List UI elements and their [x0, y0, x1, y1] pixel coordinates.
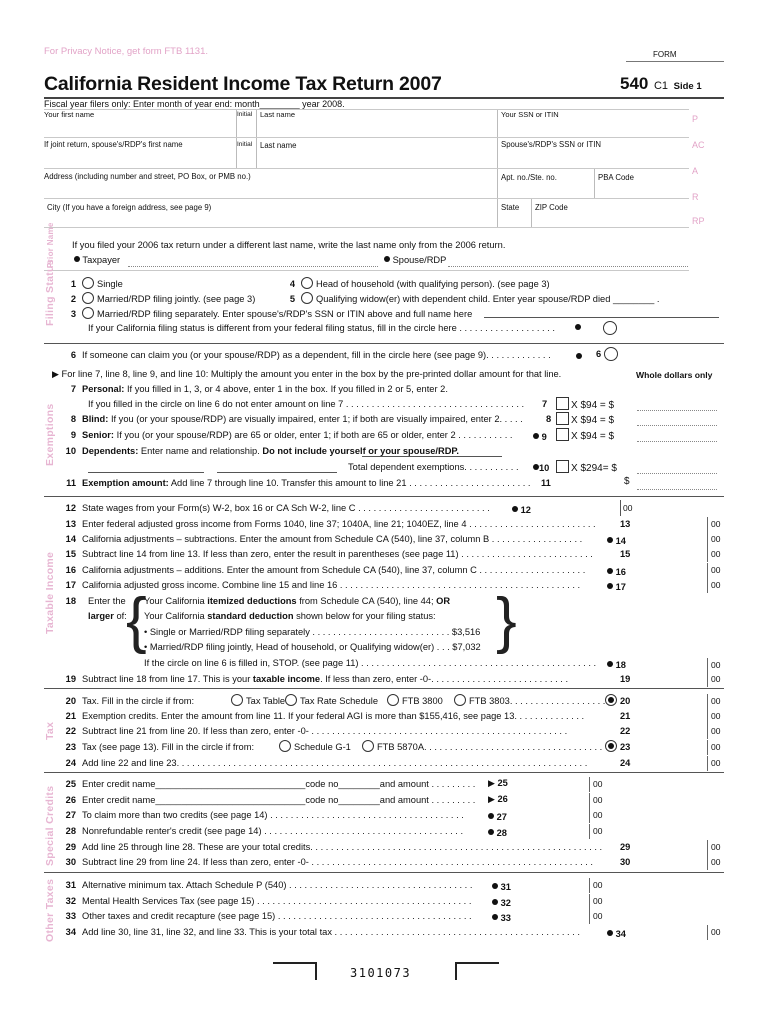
- line-12: 12 State wages from your Form(s) W-2, box 16 or CA Sch W-2, line C . . . . . . . . . . . . . . . . . . . . . . . . . .: [65, 503, 490, 513]
- state-label: State: [501, 203, 520, 212]
- g1-option[interactable]: Schedule G-1: [279, 740, 351, 752]
- line-15: 15 Subtract line 14 from line 13. If less than zero, enter the result in parentheses (see page 11) . . . . . . . . . . . . . . . . . . . . . . . . . .: [65, 549, 593, 559]
- credit-cents: 00: [593, 810, 603, 820]
- radio-circle-icon[interactable]: [604, 347, 618, 361]
- margin-code-rp: RP: [692, 216, 705, 226]
- line-11-text: Add line 7 through line 10. Transfer this amount to line 21 . . . . . . . . . . . . . . . . . . . . . . . .: [170, 478, 531, 488]
- total-dependent-text: Total dependent exemptions. . . . . . . . . . .: [348, 462, 519, 472]
- bullet-icon: [384, 256, 390, 262]
- bullet-icon: [74, 256, 80, 262]
- arrow-right-icon: ▶: [488, 794, 495, 804]
- credit-cents: 00: [593, 826, 603, 836]
- line-21: 21 Exemption credits. Enter the amount from line 11. If your federal AGI is more than $155,416, see page 13. . . . . . . . . . . . . .: [65, 711, 585, 721]
- line-17: 17 California adjusted gross income. Combine line 15 and line 16 . . . . . . . . . . . . . . . . . . . . . . . . . . . . . . . . . . . . . . . . . . . . . . .: [65, 580, 581, 590]
- radio-circle-icon[interactable]: [82, 292, 94, 304]
- taxpayer-label: Taxpayer: [82, 255, 121, 265]
- line-9-label: Senior:: [82, 430, 115, 440]
- cents-divider: [707, 709, 708, 724]
- cents-divider: [589, 808, 590, 823]
- line-cents: 00: [711, 711, 721, 721]
- radio-circle-icon[interactable]: [387, 694, 399, 706]
- line-8-box[interactable]: X $94 = $: [554, 412, 614, 426]
- line-8-text: If you (or your spouse/RDP) are visually impaired, enter 1; if both are visually impaired, enter 2. . . . .: [110, 414, 523, 424]
- line-28: 28 Nonrefundable renter's credit (see page 14) . . . . . . . . . . . . . . . . . . . . . . . . . . . . . . . . . . . . . . .: [65, 826, 464, 836]
- line-10-text: Enter name and relationship.: [140, 446, 260, 456]
- ftb5870a-option[interactable]: FTB 5870A. . . . . . . . . . . . . . . . . . . . . . . . . . . . . . . . . . .: [362, 740, 602, 752]
- line-33: 33 Other taxes and credit recapture (see page 15) . . . . . . . . . . . . . . . . . . . . . . . . . . . . . . . . . . . . . .: [65, 911, 472, 921]
- form-suffix: C1: [653, 80, 669, 92]
- spouse-full-name-field[interactable]: [484, 317, 719, 318]
- credit-cents: 00: [593, 896, 603, 906]
- corner-mark-left: [273, 962, 317, 980]
- line-11: 11 Exemption amount: Add line 7 through line 10. Transfer this amount to line 21 . . . . . . . . . . . . . . . . . . . . . . . .: [66, 478, 531, 488]
- margin-code-ac: AC: [692, 140, 705, 150]
- status-joint-label: Married/RDP filing jointly. (see page 3): [97, 294, 256, 304]
- taxable-income-side-label: Taxable Income: [44, 551, 56, 634]
- cents-divider: [707, 547, 708, 562]
- radio-circle-icon[interactable]: [279, 740, 291, 752]
- line-6-circle[interactable]: [604, 347, 621, 361]
- line-34: 34 Add line 30, line 31, line 32, and line 33. This is your total tax . . . . . . . . . . . . . . . . . . . . . . . . . . . . . . . . . . . . . . . . . . . . . . . .: [65, 927, 580, 937]
- line-20: 20 Tax. Fill in the circle if from:: [65, 696, 195, 706]
- line-cents: 00: [711, 534, 721, 544]
- tax-table-option[interactable]: Tax Table: [231, 694, 285, 706]
- line-18-stop: If the circle on line 6 is filled in, STOP. (see page 11) . . . . . . . . . . . . . . . . . . . . . . . . . . . . . . . . . . . . . . . . . . . . . .: [144, 658, 597, 668]
- line-6-num: 6: [596, 349, 602, 359]
- arrow-right-icon: ▶: [488, 778, 495, 788]
- bullet-icon: [607, 930, 613, 936]
- line-18-enter: Enter the: [88, 596, 126, 606]
- radio-circle-icon[interactable]: [231, 694, 243, 706]
- line-cents: 00: [711, 842, 721, 852]
- filled-circle-icon[interactable]: [605, 694, 617, 706]
- cents-divider: [707, 672, 708, 687]
- line-cents: 00: [711, 549, 721, 559]
- cents-divider: [707, 563, 708, 578]
- cents-divider: [589, 878, 590, 893]
- line-18-larger: larger of:: [88, 611, 127, 621]
- line-cents: 00: [711, 674, 721, 684]
- cents-divider: [707, 578, 708, 593]
- pba-code-label: PBA Code: [598, 173, 634, 182]
- line-11-amount[interactable]: [637, 489, 717, 490]
- line-18-single: • Single or Married/RDP filing separately . . . . . . . . . . . . . . . . . . . . . . . . . . . $3,516: [144, 627, 481, 637]
- arrow-right-icon: ▶: [52, 369, 59, 379]
- line-10-bold: Do not include yourself or your spouse/RDP.: [262, 446, 460, 456]
- line-18-joint: • Married/RDP filing jointly, Head of household, or Qualifying widow(er) . . . $7,032: [144, 642, 481, 652]
- initial-label: Initial: [237, 111, 253, 118]
- cents-divider: [707, 756, 708, 771]
- spouse-initial-label: Initial: [237, 141, 253, 148]
- line-27: 27 To claim more than two credits (see page 14) . . . . . . . . . . . . . . . . . . . . . . . . . . . . . . . . . . . . . .: [65, 810, 464, 820]
- prior-name-text: If you filed your 2006 tax return under a different last name, write the last name only from the 2006 return.: [72, 240, 506, 250]
- line-7-label: Personal:: [82, 384, 125, 394]
- line-20-circle[interactable]: 20: [605, 694, 630, 706]
- address-label: Address (including number and street, PO Box, or PMB no.): [44, 172, 251, 181]
- tax-side-label: Tax: [44, 721, 56, 740]
- status-different-text: If your California filing status is different from your federal filing status, fill in the circle here . . . . . . . . . . . . . . . . . . .: [88, 323, 555, 333]
- cents-divider: [707, 840, 708, 855]
- line-8-amount[interactable]: [637, 425, 717, 426]
- right-brace-icon: }: [496, 586, 517, 655]
- line-8-label: Blind:: [82, 414, 109, 424]
- line-9-text: If you (or your spouse/RDP) are 65 or older, enter 1; if both are 65 or older, enter 2 . . . . . . . . . . .: [116, 430, 513, 440]
- line-cents: 00: [711, 742, 721, 752]
- line-cents: 00: [711, 857, 721, 867]
- line-8: 8 Blind: If you (or your spouse/RDP) are visually impaired, enter 1; if both are visually impaired, enter 2. . . . .: [70, 414, 523, 424]
- bullet-icon: [492, 914, 498, 920]
- line-16: 16 California adjustments – additions. Enter the amount from Schedule CA (540), line 37, column C . . . . . . . . . . . . . . . . . . . . .: [65, 565, 586, 575]
- cents-divider: [589, 909, 590, 924]
- ftb3800-option[interactable]: FTB 3800: [387, 694, 443, 706]
- bullet-icon: [488, 829, 494, 835]
- form-number-group: [620, 74, 702, 94]
- cents-divider: [707, 694, 708, 709]
- line-7-sub: If you filled in the circle on line 6 do not enter amount on line 7 . . . . . . . . . . . . . . . . . . . . . . . . . . . . . . . . . . .: [88, 399, 525, 409]
- line-11-dollar: $: [624, 476, 630, 487]
- line-cents: 00: [711, 660, 721, 670]
- status-single-label: Single: [97, 279, 123, 289]
- line-7-text: If you filled in 1, 3, or 4 above, enter 1 in the box. If you filled in 2 or 5, enter 2.: [126, 384, 448, 394]
- cents-divider: [589, 793, 590, 808]
- status-hoh-label: Head of household (with qualifying person). (see page 3): [316, 279, 550, 289]
- radio-circle-icon[interactable]: [454, 694, 466, 706]
- bullet-icon: [576, 353, 582, 359]
- status-separate-label: Married/RDP filing separately. Enter spouse's/RDP's SSN or ITIN above and full name here: [97, 309, 473, 319]
- cents-divider: [707, 724, 708, 739]
- status-separate[interactable]: 3 Married/RDP filing separately. Enter spouse's/RDP's SSN or ITIN above and full name here: [70, 309, 473, 319]
- cents-divider: [589, 824, 590, 839]
- bullet-icon: [607, 661, 613, 667]
- special-credits-side-label: Special Credits: [44, 785, 56, 866]
- bullet-icon: [607, 537, 613, 543]
- radio-circle-icon[interactable]: [301, 277, 313, 289]
- line-7-box[interactable]: X $94 = $: [554, 397, 614, 411]
- dependent-name-field-3[interactable]: [362, 456, 502, 457]
- line-6: 6 If someone can claim you (or your spouse/RDP) as a dependent, fill in the circle here (see page 9). . . . . . . . . . . . .: [70, 350, 551, 360]
- margin-code-p: P: [692, 114, 699, 124]
- cents-divider: [589, 777, 590, 792]
- city-label: City (If you have a foreign address, see page 9): [47, 203, 212, 212]
- line-11-label: Exemption amount:: [82, 478, 169, 488]
- line-9-box[interactable]: X $94 = $: [554, 428, 614, 442]
- spouse-last-name-label: Last name: [260, 141, 297, 150]
- line-19: 19 Subtract line 18 from line 17. This is your taxable income. If less than zero, enter -0-. . . . . . . . . . . . . . . . . . . . . . . . . . .: [65, 674, 569, 684]
- line-23-circle[interactable]: 23: [605, 740, 630, 752]
- bullet-icon: [492, 899, 498, 905]
- city-field[interactable]: [44, 227, 689, 228]
- line-22: 22 Subtract line 21 from line 20. If less than zero, enter -0- . . . . . . . . . . . . . . . . . . . . . . . . . . . . . . . . . . . . . . . . . . . . . . . . . .: [65, 726, 568, 736]
- bullet-icon: [607, 583, 613, 589]
- spouse-ssn-label: Spouse's/RDP's SSN or ITIN: [501, 140, 602, 149]
- filing-status-side-label: Filing Status: [44, 259, 56, 326]
- cents-divider: [707, 532, 708, 547]
- ftb3803-option[interactable]: FTB 3803. . . . . . . . . . . . . . . . . . .: [454, 694, 605, 706]
- cents-divider: [707, 740, 708, 755]
- radio-circle-icon[interactable]: [301, 292, 313, 304]
- bullet-icon: [488, 813, 494, 819]
- status-joint[interactable]: 2 Married/RDP filing jointly. (see page 3): [70, 294, 256, 304]
- line-9: 9 Senior: If you (or your spouse/RDP) are 65 or older, enter 1; if both are 65 or older, enter 2 . . . . . . . . . . .: [70, 430, 513, 440]
- fiscal-year-line: Fiscal year filers only: Enter month of year end: month________ year 2008.: [44, 99, 345, 109]
- line-12-cents: 00: [623, 503, 633, 513]
- cents-divider: [707, 658, 708, 673]
- line-10: 10 Dependents: Enter name and relationship. Do not include yourself or your spouse/RDP.: [65, 446, 460, 456]
- exemptions-intro-text: For line 7, line 8, line 9, and line 10: Multiply the amount you enter in the box by the pre-printed dollar amount for that line.: [61, 369, 562, 379]
- address-field[interactable]: [44, 198, 689, 199]
- zip-label: ZIP Code: [535, 203, 568, 212]
- line-32: 32 Mental Health Services Tax (see page 15) . . . . . . . . . . . . . . . . . . . . . . . . . . . . . . . . . . . . . . . . . .: [65, 896, 472, 906]
- margin-code-a: A: [692, 166, 699, 176]
- first-name-field[interactable]: [44, 137, 689, 138]
- line-18-itemized: Your California itemized deductions from Schedule CA (540), line 44; OR: [144, 596, 451, 606]
- left-brace-icon: {: [126, 586, 147, 655]
- corner-mark-right: [455, 962, 499, 980]
- apt-label: Apt. no./Ste. no.: [501, 173, 557, 182]
- line-cents: 00: [711, 519, 721, 529]
- other-taxes-side-label: Other Taxes: [44, 878, 56, 942]
- prior-name-side-label: Prior Name: [46, 222, 55, 268]
- status-single[interactable]: 1 Single: [70, 279, 123, 289]
- prior-name-spouse-field[interactable]: [448, 266, 688, 267]
- side-label: Side 1: [673, 81, 702, 92]
- form-title: California Resident Income Tax Return 2007: [44, 73, 442, 95]
- line-30: 30 Subtract line 29 from line 24. If less than zero, enter -0- . . . . . . . . . . . . . . . . . . . . . . . . . . . . . . . . . . . . . . . . . . . . . . . . . . . . . . .: [65, 857, 593, 867]
- radio-circle-icon[interactable]: [362, 740, 374, 752]
- bullet-icon: [533, 433, 539, 439]
- prior-name-spouse: [384, 255, 446, 265]
- tax-rate-option[interactable]: Tax Rate Schedule: [285, 694, 378, 706]
- ssn-label: Your SSN or ITIN: [501, 110, 559, 119]
- spouse-name-field[interactable]: [44, 168, 689, 169]
- cents-divider: [707, 855, 708, 870]
- filled-circle-icon[interactable]: [605, 740, 617, 752]
- radio-circle-icon[interactable]: [82, 277, 94, 289]
- cents-divider: [589, 894, 590, 909]
- exemptions-side-label: Exemptions: [44, 403, 56, 466]
- bullet-icon: [512, 506, 518, 512]
- credit-cents: 00: [593, 880, 603, 890]
- prior-name-taxpayer-field[interactable]: [128, 266, 378, 267]
- status-different-circle[interactable]: [603, 321, 620, 335]
- line-cents: 00: [711, 696, 721, 706]
- exemptions-intro: [52, 369, 561, 380]
- radio-circle-icon[interactable]: [285, 694, 297, 706]
- line-cents: 00: [711, 726, 721, 736]
- line-10-box[interactable]: X $294= $: [554, 460, 617, 474]
- line-6-text: If someone can claim you (or your spouse/RDP) as a dependent, fill in the circle here (see page 9). . . . . . . . . . . . .: [82, 350, 551, 360]
- dependent-name-field-1[interactable]: [88, 472, 204, 473]
- status-widow[interactable]: 5 Qualifying widow(er) with dependent child. Enter year spouse/RDP died ________ .: [289, 294, 660, 304]
- bullet-icon: [492, 883, 498, 889]
- line-cents: 00: [711, 758, 721, 768]
- radio-circle-icon[interactable]: [82, 307, 94, 319]
- spouse-first-name-label: If joint return, spouse's/RDP's first name: [44, 140, 183, 149]
- whole-dollars-label: Whole dollars only: [636, 370, 713, 380]
- line-25: 25 Enter credit name_____________________________code no________and amount . . . . . . . . .: [65, 779, 476, 789]
- line-26: 26 Enter credit name_____________________________code no________and amount . . . . . . . . .: [65, 795, 476, 805]
- status-hoh[interactable]: 4 Head of household (with qualifying person). (see page 3): [289, 279, 550, 289]
- first-name-label: Your first name: [44, 110, 95, 119]
- credit-cents: 00: [593, 779, 603, 789]
- form-divider: [626, 61, 724, 62]
- margin-code-r: R: [692, 192, 699, 202]
- cents-divider: [707, 925, 708, 940]
- form-number: 540: [620, 74, 649, 93]
- last-name-label: Last name: [260, 110, 296, 119]
- line-18-standard: Your California standard deduction shown below for your filing status:: [144, 611, 436, 621]
- credit-cents: 00: [593, 911, 603, 921]
- line-10-label: Dependents:: [82, 446, 139, 456]
- spouse-label: Spouse/RDP: [392, 255, 447, 265]
- line-10-amount[interactable]: [637, 473, 717, 474]
- radio-circle-icon[interactable]: [603, 321, 617, 335]
- line-14: 14 California adjustments – subtractions. Enter the amount from Schedule CA (540), line 37, column B . . . . . . . . . . . . . . . . . .: [65, 534, 583, 544]
- line-9-amount[interactable]: [637, 441, 717, 442]
- privacy-notice: For Privacy Notice, get form FTB 1131.: [44, 46, 209, 57]
- cents-divider: [707, 517, 708, 532]
- form-code: 3101073: [350, 966, 412, 980]
- form-label: FORM: [653, 50, 677, 59]
- line-23: 23 Tax (see page 13). Fill in the circle if from:: [65, 742, 255, 752]
- line-cents: 00: [711, 927, 721, 937]
- line-13: 13 Enter federal adjusted gross income from Forms 1040, line 37; 1040A, line 21; 1040EZ, line 4 . . . . . . . . . . . . . . . . . . . . . . . . .: [65, 519, 596, 529]
- line-24: 24 Add line 22 and line 23. . . . . . . . . . . . . . . . . . . . . . . . . . . . . . . . . . . . . . . . . . . . . . . . . . . . . . . . . . . . . . . . . . . . . . . . . . . . . . . .: [65, 758, 588, 768]
- bullet-icon: [607, 568, 613, 574]
- line-7: 7 Personal: If you filled in 1, 3, or 4 above, enter 1 in the box. If you filled in 2 or 5, enter 2.: [70, 384, 448, 394]
- line-cents: 00: [711, 565, 721, 575]
- status-widow-label: Qualifying widow(er) with dependent child. Enter year spouse/RDP died ________ .: [316, 294, 660, 304]
- bullet-icon: [575, 324, 581, 330]
- dependent-name-field-2[interactable]: [217, 472, 337, 473]
- line-31: 31 Alternative minimum tax. Attach Schedule P (540) . . . . . . . . . . . . . . . . . . . . . . . . . . . . . . . . . . . .: [65, 880, 473, 890]
- line-cents: 00: [711, 580, 721, 590]
- line-7-amount[interactable]: [637, 410, 717, 411]
- line-29: 29 Add line 25 through line 28. These are your total credits. . . . . . . . . . . . . . . . . . . . . . . . . . . . . . . . . . . . . . . . . . . . . . . . . . . . . . . . .: [65, 842, 603, 852]
- credit-cents: 00: [593, 795, 603, 805]
- prior-name-taxpayer: [74, 255, 120, 265]
